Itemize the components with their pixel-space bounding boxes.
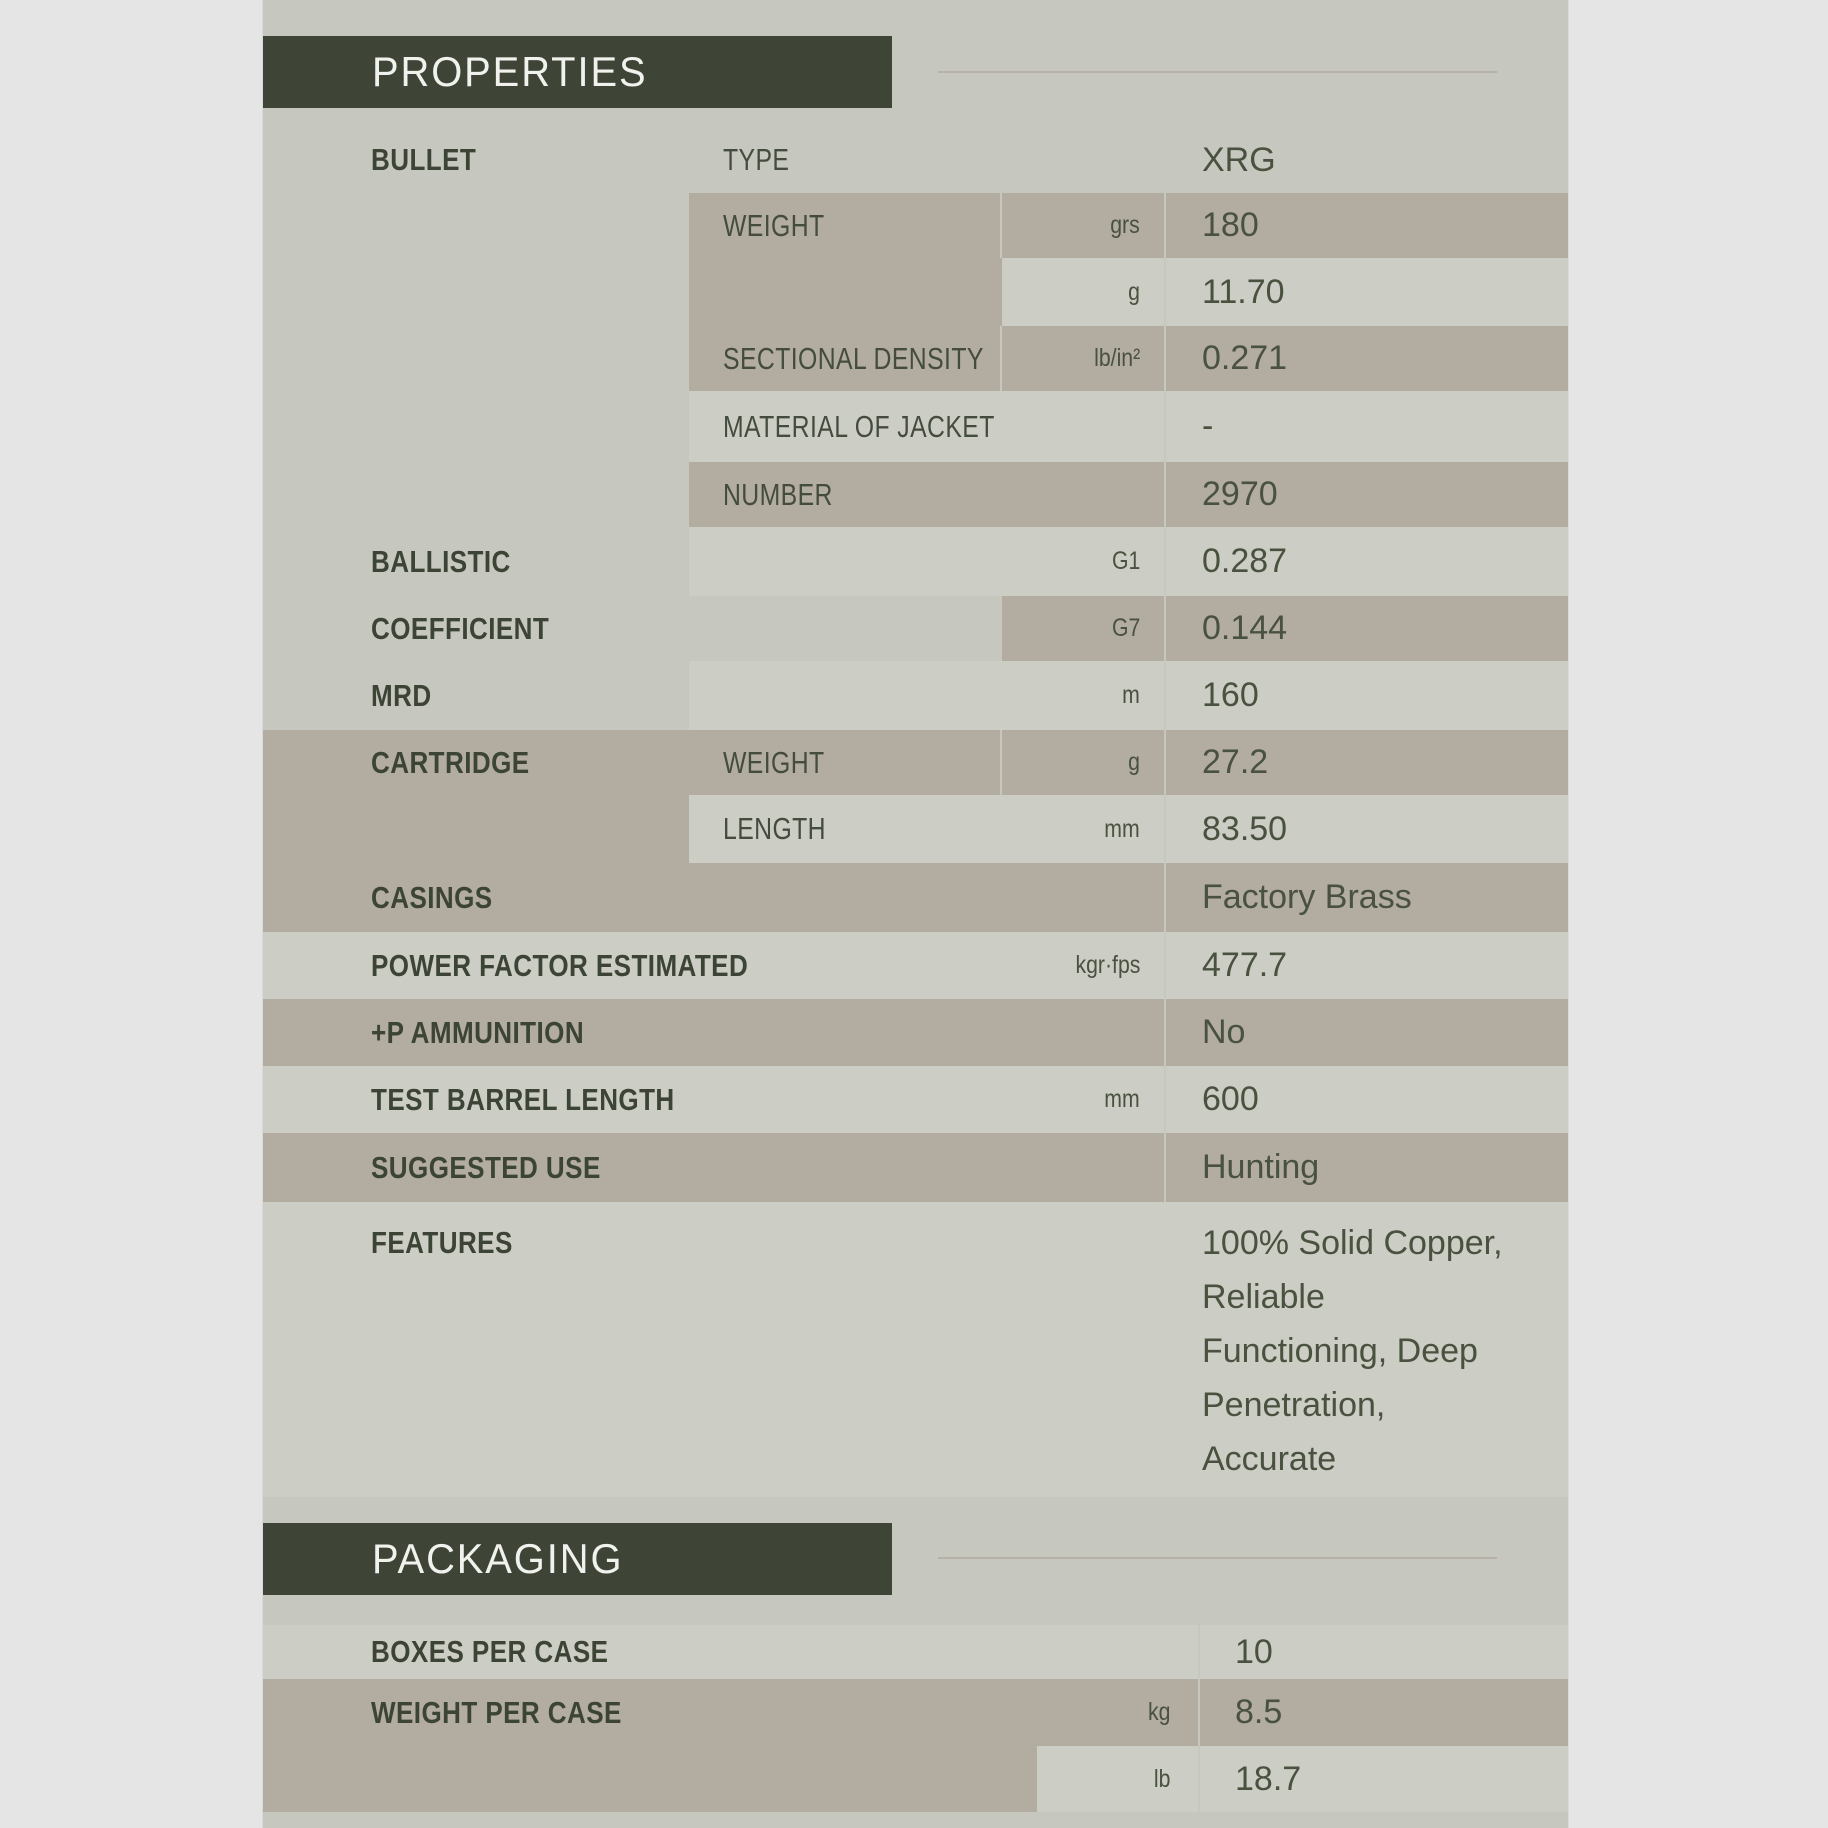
row-value: - bbox=[1202, 407, 1214, 446]
table-row bbox=[263, 596, 1568, 661]
table-row bbox=[263, 1133, 1568, 1202]
row-label: NUMBER bbox=[723, 476, 833, 512]
row-group-label: COEFFICIENT bbox=[371, 610, 550, 646]
table-row bbox=[263, 527, 1568, 596]
row-value: 477.7 bbox=[1202, 946, 1288, 985]
table-row bbox=[263, 932, 1568, 999]
table-row bbox=[263, 1625, 1568, 1679]
row-label: WEIGHT bbox=[723, 207, 825, 243]
spec-sheet-page bbox=[263, 0, 1568, 1828]
packaging-section-header bbox=[263, 1523, 892, 1595]
row-unit: m bbox=[1122, 681, 1140, 709]
row-value: Hunting bbox=[1202, 1148, 1320, 1187]
row-group-label: CASINGS bbox=[371, 879, 493, 915]
packaging-title: PACKAGING bbox=[372, 1535, 624, 1582]
table-row bbox=[263, 863, 1568, 932]
row-value: 27.2 bbox=[1202, 743, 1269, 782]
row-value: Factory Brass bbox=[1202, 878, 1412, 917]
table-row bbox=[263, 326, 1568, 391]
table-row bbox=[263, 109, 1568, 193]
table-row bbox=[263, 193, 1568, 258]
row-group-label: POWER FACTOR ESTIMATED bbox=[371, 947, 749, 983]
row-value: XRG bbox=[1202, 140, 1276, 179]
row-label: BOXES PER CASE bbox=[371, 1634, 609, 1669]
packaging-divider-line bbox=[938, 1557, 1497, 1559]
row-unit: G1 bbox=[1111, 547, 1140, 575]
row-group-label: FEATURES bbox=[371, 1225, 513, 1260]
table-row bbox=[263, 661, 1568, 730]
row-value: 18.7 bbox=[1235, 1759, 1302, 1798]
row-value: 160 bbox=[1202, 676, 1259, 715]
row-background bbox=[263, 795, 689, 863]
row-group-label: MRD bbox=[371, 677, 432, 713]
row-value: 11.70 bbox=[1202, 272, 1285, 311]
row-unit: lb/in² bbox=[1093, 344, 1140, 372]
row-group-label: TEST BARREL LENGTH bbox=[371, 1081, 675, 1117]
row-group-label: BALLISTIC bbox=[371, 543, 511, 579]
row-value: 180 bbox=[1202, 206, 1259, 245]
row-value: 0.144 bbox=[1202, 609, 1288, 648]
row-value: 0.287 bbox=[1202, 542, 1288, 581]
properties-section-header bbox=[263, 36, 892, 108]
row-group-label: CARTRIDGE bbox=[371, 744, 530, 780]
table-row bbox=[263, 1202, 1568, 1497]
row-value: 8.5 bbox=[1235, 1693, 1283, 1732]
row-unit: kgr·fps bbox=[1075, 951, 1140, 979]
row-value: 600 bbox=[1202, 1080, 1259, 1119]
table-row bbox=[263, 258, 1568, 326]
row-unit: kg bbox=[1147, 1698, 1170, 1726]
row-unit: mm bbox=[1104, 814, 1140, 843]
table-row bbox=[263, 1066, 1568, 1133]
row-unit: G7 bbox=[1111, 614, 1140, 642]
table-row bbox=[263, 1679, 1568, 1746]
row-unit: lb bbox=[1153, 1764, 1170, 1793]
row-label: LENGTH bbox=[723, 811, 826, 846]
row-background bbox=[689, 258, 1002, 326]
properties-title: PROPERTIES bbox=[372, 48, 648, 95]
row-label: MATERIAL OF JACKET bbox=[723, 408, 995, 444]
row-group-label: BULLET bbox=[371, 142, 477, 177]
row-value: 0.271 bbox=[1202, 339, 1288, 378]
table-row bbox=[263, 795, 1568, 863]
row-label: WEIGHT bbox=[723, 744, 825, 780]
row-label: WEIGHT PER CASE bbox=[371, 1694, 622, 1730]
table-row bbox=[263, 462, 1568, 527]
row-group-label: SUGGESTED USE bbox=[371, 1149, 601, 1185]
row-label: TYPE bbox=[723, 142, 790, 177]
row-value: No bbox=[1202, 1013, 1246, 1052]
properties-divider-line bbox=[938, 71, 1497, 73]
row-value: 10 bbox=[1235, 1632, 1273, 1671]
row-unit: grs bbox=[1110, 211, 1140, 239]
row-unit: g bbox=[1128, 277, 1140, 306]
row-unit: g bbox=[1128, 748, 1140, 776]
row-value: 100% Solid Copper, Reliable Functioning, Deep Penetration, Accurate bbox=[1202, 1224, 1503, 1478]
row-value: 2970 bbox=[1202, 475, 1278, 514]
row-value: 83.50 bbox=[1202, 809, 1288, 848]
row-group-label: +P AMMUNITION bbox=[371, 1014, 585, 1050]
table-row bbox=[263, 730, 1568, 795]
row-background bbox=[263, 1746, 1037, 1812]
table-row bbox=[263, 391, 1568, 462]
table-row bbox=[263, 999, 1568, 1066]
row-label: SECTIONAL DENSITY bbox=[723, 340, 984, 376]
table-row bbox=[263, 1746, 1568, 1812]
row-unit: mm bbox=[1104, 1085, 1140, 1113]
